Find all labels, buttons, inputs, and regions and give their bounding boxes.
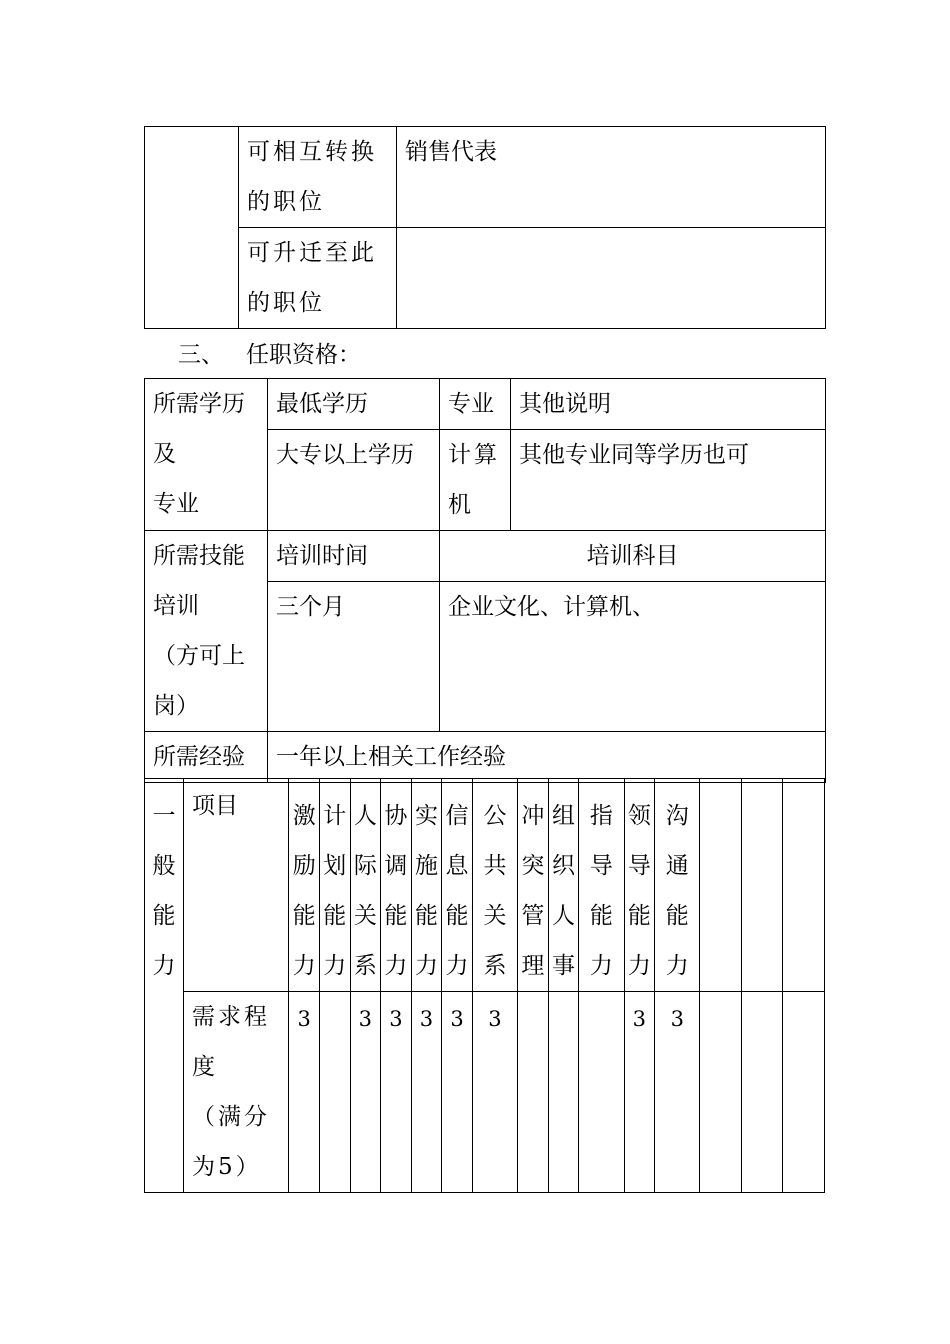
ability-col-4: 协 调 能 力 [381,779,412,992]
ability-table [144,778,825,1193]
demand-value-6: 3 [442,992,473,1193]
demand-value-10 [579,992,624,1193]
section-title: 任职资格： [246,342,361,368]
label-promotable: 可升迁至此 的职位 [239,228,397,329]
qualification-table [144,378,826,783]
demand-value-3: 3 [350,992,381,1193]
demand-value-9 [548,992,579,1193]
label-transferable: 可相互转换 的职位 [239,127,397,228]
experience-value: 一年以上相关工作经验 [268,732,826,783]
major-header: 专业 [440,379,511,430]
demand-value-12: 3 [655,992,700,1193]
demand-value-1: 3 [289,992,320,1193]
ability-col-15 [782,779,824,992]
demand-value-7: 3 [472,992,517,1193]
min-edu-header: 最低学历 [268,379,440,430]
positions-table [144,126,826,329]
major-value: 计算 机 [440,430,511,531]
demand-value-2 [319,992,350,1193]
training-time-value: 三个月 [268,582,440,732]
training-subject-value: 企业文化、计算机、 [440,582,826,732]
ability-col-10: 指 导 能 力 [579,779,624,992]
training-time-header: 培训时间 [268,531,440,582]
demand-label: 需求程 度 （满分 为5） [184,992,289,1193]
blank-cell [145,127,239,329]
demand-value-13 [700,992,741,1193]
demand-value-11: 3 [624,992,655,1193]
ability-col-7: 公 共 关 系 [472,779,517,992]
ability-side-label: 一 般 能 力 [145,779,184,1193]
ability-col-6: 信 息 能 力 [442,779,473,992]
value-transferable: 销售代表 [397,127,826,228]
experience-label: 所需经验 [145,732,268,783]
other-value: 其他专业同等学历也可 [511,430,826,531]
ability-col-13 [700,779,741,992]
edu-label: 所需学历 及 专业 [145,379,268,531]
training-label: 所需技能 培训 （方可上 岗） [145,531,268,732]
item-header: 项目 [184,779,289,992]
demand-value-14 [741,992,782,1193]
ability-col-14 [741,779,782,992]
demand-value-15 [782,992,824,1193]
other-header: 其他说明 [511,379,826,430]
ability-col-11: 领 导 能 力 [624,779,655,992]
ability-col-2: 计 划 能 力 [319,779,350,992]
demand-value-5: 3 [411,992,442,1193]
ability-col-12: 沟 通 能 力 [655,779,700,992]
demand-value-8 [518,992,549,1193]
training-subject-header: 培训科目 [440,531,826,582]
ability-col-1: 激 励 能 力 [289,779,320,992]
section-heading [178,335,361,375]
ability-col-5: 实 施 能 力 [411,779,442,992]
ability-col-8: 冲 突 管 理 [518,779,549,992]
demand-value-4: 3 [381,992,412,1193]
section-number: 三、 [178,342,224,368]
ability-col-9: 组 织 人 事 [548,779,579,992]
min-edu-value: 大专以上学历 [268,430,440,531]
ability-col-3: 人 际 关 系 [350,779,381,992]
value-promotable [397,228,826,329]
